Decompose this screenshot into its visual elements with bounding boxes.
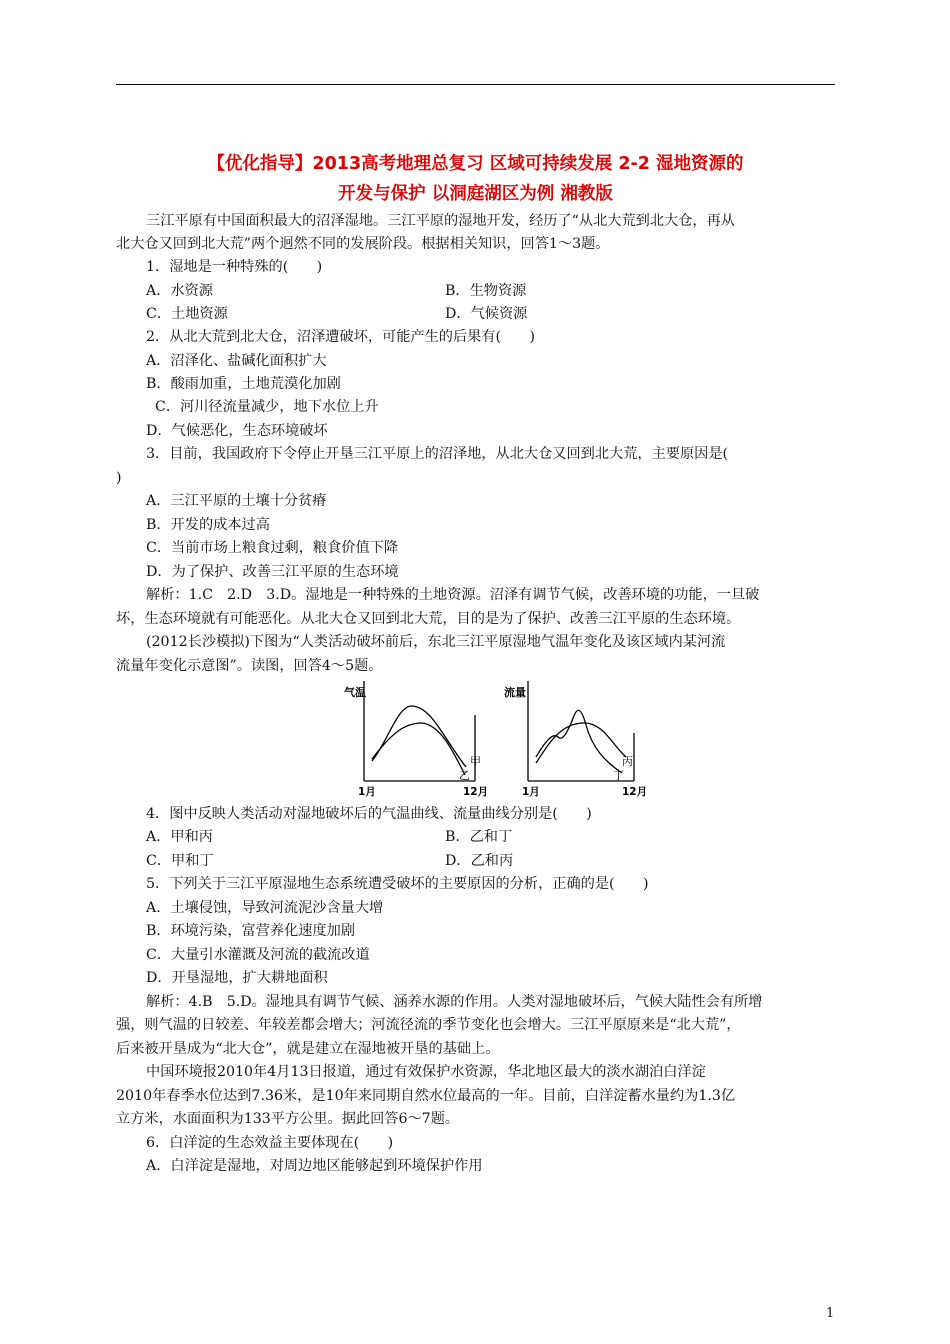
intro2-line1: (2012长沙模拟)下图为“人类活动破坏前后，东北三江平原湿地气温年变化及该区域内某河流 [146, 634, 726, 650]
q1-option-d: D．气候资源 [445, 306, 528, 322]
q4-option-d: D．乙和丙 [445, 853, 514, 869]
q3-option-d: D．为了保护、改善三江平原的生态环境 [146, 564, 399, 580]
q4-option-b: B．乙和丁 [445, 829, 513, 845]
curve-bing [536, 723, 626, 763]
q1-option-a: A．水资源 [146, 283, 213, 299]
doc-title-line1: 【优化指导】2013高考地理总复习 区域可持续发展 2-2 湿地资源的 [207, 154, 744, 174]
intro1-line2: 北大仓又回到北大荒”两个迥然不同的发展阶段。根据相关知识，回答1～3题。 [116, 236, 610, 252]
temperature-x-end: 12月 [463, 786, 489, 798]
q1-option-c: C．土地资源 [146, 306, 228, 322]
q2-stem: 2．从北大荒到北大仓，沼泽遭破坏，可能产生的后果有( ) [146, 329, 535, 345]
intro2-line2: 流量年变化示意图”。读图，回答4～5题。 [116, 658, 383, 674]
answer2-line1: 解析：4.B 5.D。湿地具有调节气候、涵养水源的作用。人类对湿地破坏后，气候大陆性会有所增 [146, 994, 763, 1010]
flow-series-bing-label: 丙 [622, 755, 633, 768]
intro3-line3: 立方米，水面面积为133平方公里。据此回答6～7题。 [116, 1111, 460, 1127]
curve-jia [372, 706, 466, 767]
q3-stem-line2: ) [116, 470, 122, 486]
temperature-series-yi-label: 乙 [459, 769, 470, 782]
q6-stem: 6．白洋淀的生态效益主要体现在( ) [146, 1135, 394, 1151]
curve-yi [372, 723, 465, 775]
q3-option-c: C．当前市场上粮食过剩，粮食价值下降 [146, 540, 399, 556]
q4-stem: 4．图中反映人类活动对湿地破坏后的气温曲线、流量曲线分别是( ) [146, 806, 592, 822]
curve-ding [536, 710, 622, 773]
q4-option-a: A．甲和丙 [146, 829, 213, 845]
q5-option-a: A．土壤侵蚀，导致河流泥沙含量大增 [146, 900, 384, 916]
temperature-ylabel-top: 气温 [344, 686, 366, 699]
q1-option-b: B．生物资源 [445, 283, 527, 299]
flow-ylabel: 流量 [504, 686, 526, 699]
temperature-series-jia-label: 甲 [470, 755, 481, 768]
intro3-line2: 2010年春季水位达到7.36米，是10年来同期自然水位最高的一年。目前，白洋淀蓄水量约为1.3亿 [116, 1088, 736, 1104]
q2-option-d: D．气候恶化，生态环境破坏 [146, 423, 328, 439]
q2-option-b: B．酸雨加重，土地荒漠化加剧 [146, 376, 341, 392]
q4-option-c: C．甲和丁 [146, 853, 214, 869]
q5-stem: 5．下列关于三江平原湿地生态系统遭受破坏的主要原因的分析，正确的是( ) [146, 876, 649, 892]
flow-x-start: 1月 [522, 786, 540, 798]
q2-option-c: C．河川径流量减少，地下水位上升 [155, 399, 379, 415]
header-rule [116, 84, 835, 85]
answer2-line2: 强，则气温的日较差、年较差都会增大；河流径流的季节变化也会增大。三江平原原来是“北大荒”， [116, 1017, 741, 1033]
flow-chart [500, 681, 652, 799]
temperature-chart [338, 681, 490, 799]
intro1-line1: 三江平原有中国面积最大的沼泽湿地。三江平原的湿地开发，经历了“从北大荒到北大仓，再从 [146, 213, 735, 229]
flow-series-ding-label: 丁 [613, 769, 624, 782]
q3-stem-line1: 3．目前，我国政府下令停止开垦三江平原上的沼泽地，从北大仓又回到北大荒，主要原因是( [146, 446, 729, 462]
answer1-line2: 坏，生态环境就有可能恶化。从北大仓又回到北大荒，目的是为了保护、改善三江平原的生态环境。 [116, 611, 741, 627]
q1-stem: 1．湿地是一种特殊的( ) [146, 259, 323, 275]
page-number: 1 [826, 1306, 835, 1321]
q2-option-a: A．沼泽化、盐碱化面积扩大 [146, 353, 327, 369]
doc-title-line2: 开发与保护 以洞庭湖区为例 湘教版 [338, 184, 613, 204]
temperature-x-start: 1月 [358, 786, 376, 798]
q5-option-b: B．环境污染，富营养化速度加剧 [146, 923, 356, 939]
answer2-line3: 后来被开垦成为“北大仓”，就是建立在湿地被开垦的基础上。 [116, 1041, 500, 1057]
intro3-line1: 中国环境报2010年4月13日报道，通过有效保护水资源，华北地区最大的淡水湖泊白洋淀 [146, 1064, 706, 1080]
q3-option-a: A．三江平原的土壤十分贫瘠 [146, 493, 327, 509]
q5-option-c: C．大量引水灌溉及河流的截流改道 [146, 947, 370, 963]
q3-option-b: B．开发的成本过高 [146, 517, 270, 533]
answer1-line1: 解析：1.C 2.D 3.D。湿地是一种特殊的土地资源。沼泽有调节气候，改善环境的功能，一旦破 [146, 587, 760, 603]
flow-x-end: 12月 [622, 786, 648, 798]
q5-option-d: D．开垦湿地，扩大耕地面积 [146, 970, 328, 986]
q6-option-a: A．白洋淀是湿地，对周边地区能够起到环境保护作用 [146, 1158, 483, 1174]
